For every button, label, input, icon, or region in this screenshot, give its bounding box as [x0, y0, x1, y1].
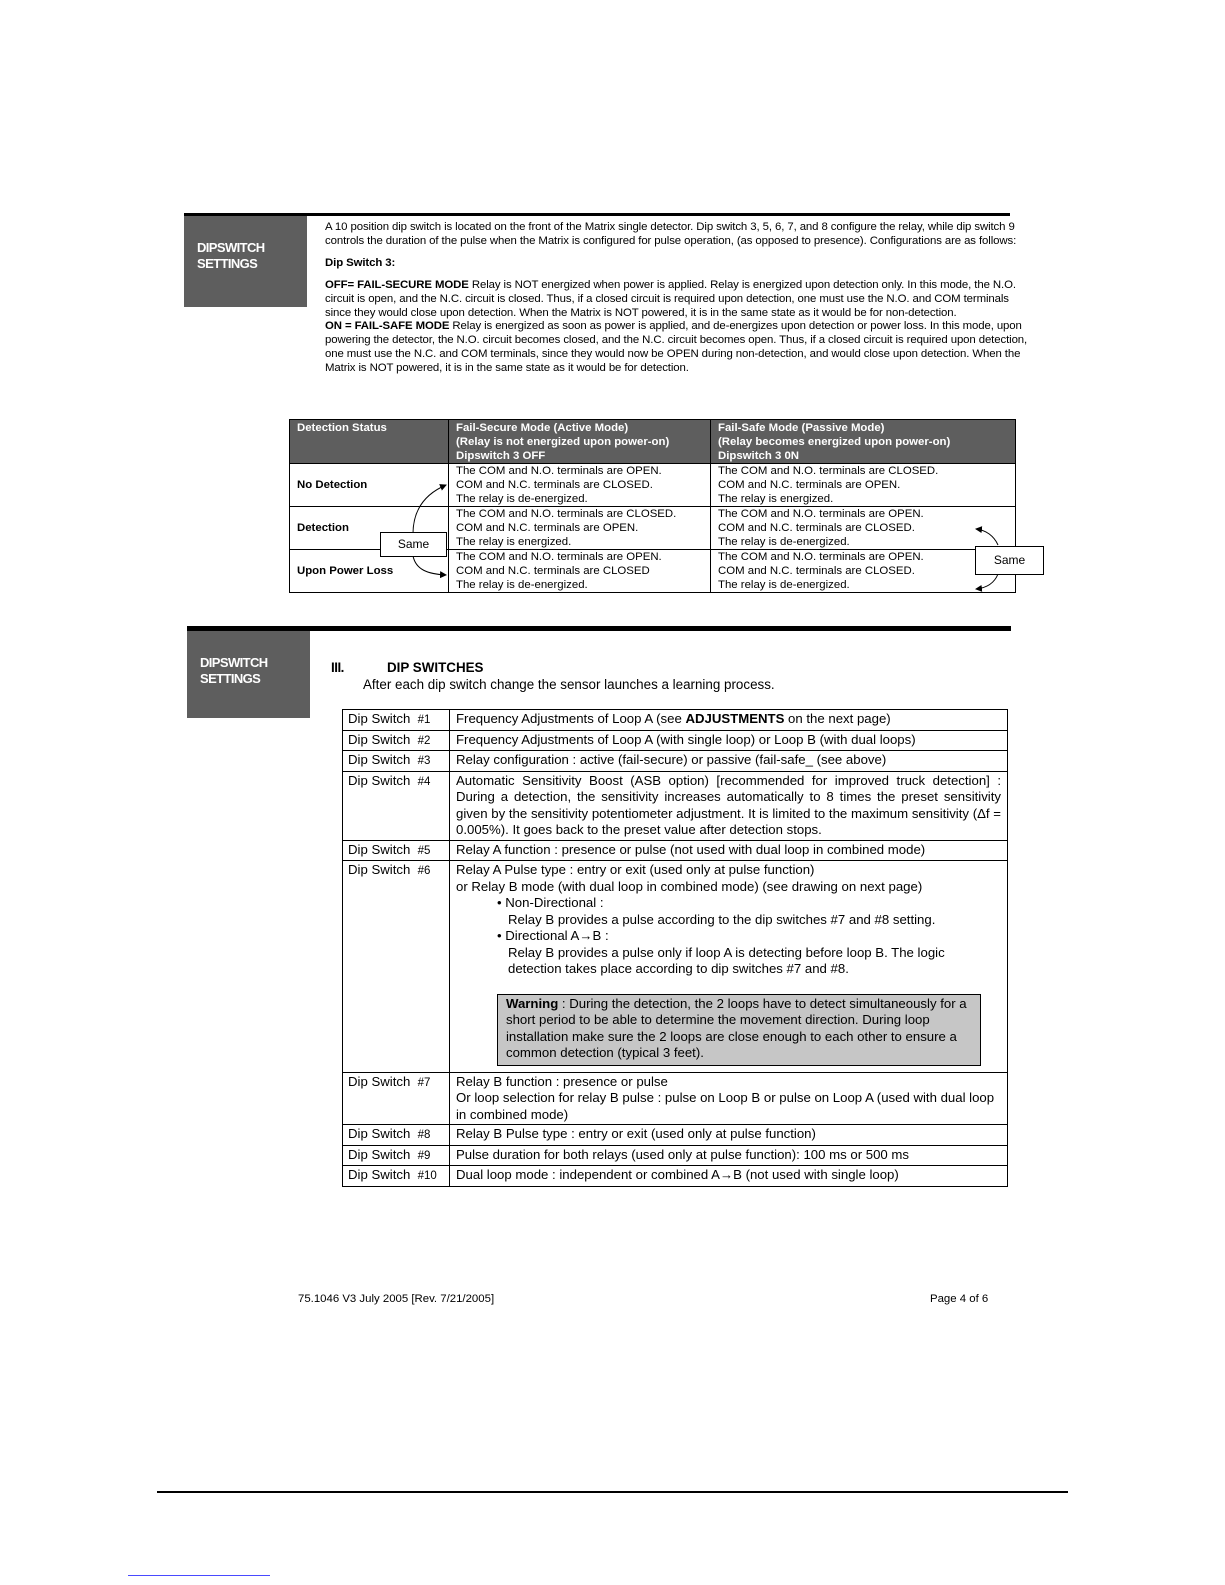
dip-key	[343, 1125, 450, 1146]
header-text: Fail-Safe Mode (Passive Mode)	[718, 422, 885, 434]
dip-description	[450, 861, 1008, 1073]
warning-label: Warning	[506, 995, 559, 1011]
dip-description: Pulse duration for both relays (used only at pulse function): 100 ms or 500 ms	[450, 1145, 1008, 1166]
dip-key	[343, 1145, 450, 1166]
cell-line: The relay is de-energized.	[718, 536, 850, 548]
dip-description: Frequency Adjustments of Loop A (with single loop) or Loop B (with dual loops)	[450, 730, 1008, 751]
key-prefix: Dip Switch	[348, 731, 411, 747]
dip-description: Relay configuration : active (fail-secure) or passive (fail-safe_ (see above)	[450, 751, 1008, 772]
section2-top-rule	[187, 626, 1011, 631]
footer-page-number: Page 4 of 6	[930, 1293, 989, 1305]
key-prefix: Dip Switch	[348, 1126, 411, 1141]
dip-description: Automatic Sensitivity Boost (ASB option) [recommended for improved truck detection] : During a detection, the sensitivity increases automatically to 8 times the preset sensitivity given by the sensitivity potentiometer adjustment. It is limited to the maximum sensitivity (Δf = 0.005%). It goes back to the preset value after detection stops.	[450, 771, 1008, 840]
section-subtitle: After each dip switch change the sensor launches a learning process.	[363, 677, 775, 692]
table-row	[343, 1166, 1008, 1187]
table-row	[343, 840, 1008, 861]
desc-bold: ADJUSTMENTS	[685, 711, 785, 726]
sidebox-line1: DIPSWITCH	[200, 655, 268, 670]
table-row	[343, 771, 1008, 840]
sidebox-line2: SETTINGS	[197, 256, 258, 271]
cell-line: The COM and N.O. terminals are CLOSED.	[718, 465, 939, 477]
key-prefix: Dip Switch	[348, 862, 411, 877]
arrow-to-power-loss	[413, 556, 446, 575]
key-number: #6	[417, 865, 431, 877]
key-prefix: Dip Switch	[348, 772, 411, 788]
warning-text: : During the detection, the 2 loops have to detect simultaneously for a short period to be able to determine the movement direction. During loop installation make sure the 2 loops are close enough to each other to ensure a common detection (typical 3 feet).	[506, 995, 967, 1060]
table-row	[343, 751, 1008, 772]
desc-text: on the next page)	[784, 711, 891, 726]
intro-paragraph: A 10 position dip switch is located on the front of the Matrix single detector. Dip switch 3, 5, 6, 7, and 8 configure the relay, while dip switch 9 controls the duration of the pulse when the Matrix is configured for pulse operation, (as opposed to presence). Configurations are as follows:	[325, 221, 1017, 247]
table-row	[343, 1072, 1008, 1125]
cell-line: COM and N.C. terminals are CLOSED	[456, 565, 650, 577]
header-text: (Relay is not energized upon power-on)	[456, 436, 670, 448]
bottom-link-underline	[128, 1575, 270, 1576]
dip-key	[343, 771, 450, 840]
key-number: #4	[417, 775, 431, 788]
desc-text: Frequency Adjustments of Loop A (see	[456, 711, 686, 726]
key-number: #2	[417, 734, 431, 747]
desc-line: or Relay B mode (with dual loop in combined mode) (see drawing on next page)	[456, 878, 923, 894]
sidebox-line2: SETTINGS	[200, 671, 261, 686]
cell-line: The relay is energized.	[456, 536, 572, 548]
dip-description: Dual loop mode : independent or combined A→B (not used with single loop)	[450, 1166, 1008, 1187]
table-row	[343, 1145, 1008, 1166]
arrow-to-no-detection	[413, 485, 446, 534]
table-row	[343, 861, 1008, 1073]
off-mode-text: Relay is NOT energized when power is applied. Relay is energized upon detection only. In this mode, the N.O. circuit is open, and the N.C. circuit is closed. Thus, if a closed circuit is required upon detection, one must use the N.O. and COM terminals since they would close upon detection. When the Matrix is NOT powered, it is in the same state as it would be for non-detection.	[325, 278, 1016, 319]
table-row	[343, 710, 1008, 731]
on-mode-label: ON = FAIL-SAFE MODE	[325, 320, 450, 333]
cell-line: COM and N.C. terminals are CLOSED.	[718, 565, 915, 577]
desc-line: Relay B function : presence or pulse	[456, 1073, 668, 1089]
bullet-text: Relay B provides a pulse only if loop A is detecting before loop B. The logic detection takes place according to dip switches #7 and #8.	[508, 944, 945, 976]
dip-key	[343, 710, 450, 731]
key-prefix: Dip Switch	[348, 1073, 411, 1089]
bullet-directional: • Directional A→B :	[497, 928, 609, 943]
desc-line: Or loop selection for relay B pulse : pulse on Loop B or pulse on Loop A (used with dual loop in combined mode)	[456, 1090, 995, 1122]
same-label-right: Same	[975, 546, 1044, 575]
cell-line: The COM and N.O. terminals are CLOSED.	[456, 508, 677, 520]
dip-description: Relay A function : presence or pulse (not used with dual loop in combined mode)	[450, 840, 1008, 861]
bullet-text: Relay B provides a pulse according to the dip switches #7 and #8 setting.	[508, 911, 936, 927]
key-prefix: Dip Switch	[348, 841, 411, 857]
warning-box	[497, 994, 981, 1066]
cell-line: COM and N.C. terminals are CLOSED.	[456, 479, 653, 491]
desc-line: Relay A Pulse type : entry or exit (used only at pulse function)	[456, 862, 815, 877]
cell-line: COM and N.C. terminals are OPEN.	[456, 522, 639, 534]
section-heading	[331, 660, 484, 675]
header-text: (Relay becomes energized upon power-on)	[718, 436, 951, 448]
cell-line: COM and N.C. terminals are CLOSED.	[718, 522, 915, 534]
cell-line: The COM and N.O. terminals are OPEN.	[456, 465, 662, 477]
arrow-to-power-loss-safe	[976, 574, 998, 589]
header-text: Dipswitch 3 OFF	[456, 450, 546, 462]
bottom-rule	[157, 1491, 1068, 1493]
dip-key	[343, 840, 450, 861]
sidebox-line1: DIPSWITCH	[197, 240, 265, 255]
cell-line: The relay is de-energized.	[718, 579, 850, 591]
cell-line: The COM and N.O. terminals are OPEN.	[456, 551, 662, 563]
on-mode-text: Relay is energized as soon as power is applied, and de-energizes upon detection or power loss. In this mode, upon powering the detector, the N.O. circuit becomes closed, and the N.C. circuit becomes open. Thus, if a closed circuit is required upon detection, one must use the N.C. and COM terminals, since they would now be OPEN during non-detection, and would close upon detection. When the Matrix is NOT powered, it is in the same state as it would be for detection.	[325, 320, 1028, 375]
key-prefix: Dip Switch	[348, 711, 411, 726]
key-number: #5	[417, 844, 431, 857]
table-row	[343, 1125, 1008, 1146]
cell-line: COM and N.C. terminals are OPEN.	[718, 479, 901, 491]
key-number: #1	[417, 714, 431, 726]
dip-key	[343, 1166, 450, 1187]
footer-doc-id: 75.1046 V3 July 2005 [Rev. 7/21/2005]	[298, 1293, 495, 1305]
cell-line: The COM and N.O. terminals are OPEN.	[718, 508, 924, 520]
bullet-non-directional: • Non-Directional :	[497, 895, 604, 910]
key-prefix: Dip Switch	[348, 1167, 411, 1182]
dip-key	[343, 730, 450, 751]
dip-description	[450, 710, 1008, 731]
status-cell: No Detection	[290, 464, 449, 507]
section-numeral: III.	[331, 660, 344, 675]
cell-line: The relay is energized.	[718, 493, 834, 505]
arrow-to-detection-safe	[976, 529, 998, 545]
status-cell: Upon Power Loss	[290, 550, 449, 593]
key-number: #10	[417, 1170, 437, 1182]
header-text: Fail-Secure Mode (Active Mode)	[456, 422, 629, 434]
off-mode-label: OFF= FAIL-SECURE MODE	[325, 278, 469, 291]
key-number: #7	[417, 1076, 431, 1089]
dip-description	[450, 1072, 1008, 1125]
dip-key	[343, 1072, 450, 1125]
key-prefix: Dip Switch	[348, 752, 411, 767]
dip-description: Relay B Pulse type : entry or exit (used only at pulse function)	[450, 1125, 1008, 1146]
cell-line: The relay is de-energized.	[456, 579, 588, 591]
section-title: DIP SWITCHES	[387, 660, 484, 675]
dip-key	[343, 861, 450, 1073]
key-number: #3	[417, 755, 431, 767]
table-row	[343, 730, 1008, 751]
cell-line: The COM and N.O. terminals are OPEN.	[718, 551, 924, 563]
section2-sidebox	[187, 631, 310, 718]
status-cell: Detection	[290, 507, 449, 550]
header-text: Dipswitch 3 0N	[718, 450, 800, 462]
header-text: Detection Status	[297, 422, 387, 434]
key-number: #9	[417, 1149, 431, 1162]
key-number: #8	[417, 1129, 431, 1141]
dip-switch-table	[342, 709, 1008, 1187]
dip-key	[343, 751, 450, 772]
dip3-heading: Dip Switch 3:	[325, 256, 396, 269]
cell-line: The relay is de-energized.	[456, 493, 588, 505]
same-label-left: Same	[380, 532, 447, 557]
key-prefix: Dip Switch	[348, 1146, 411, 1162]
